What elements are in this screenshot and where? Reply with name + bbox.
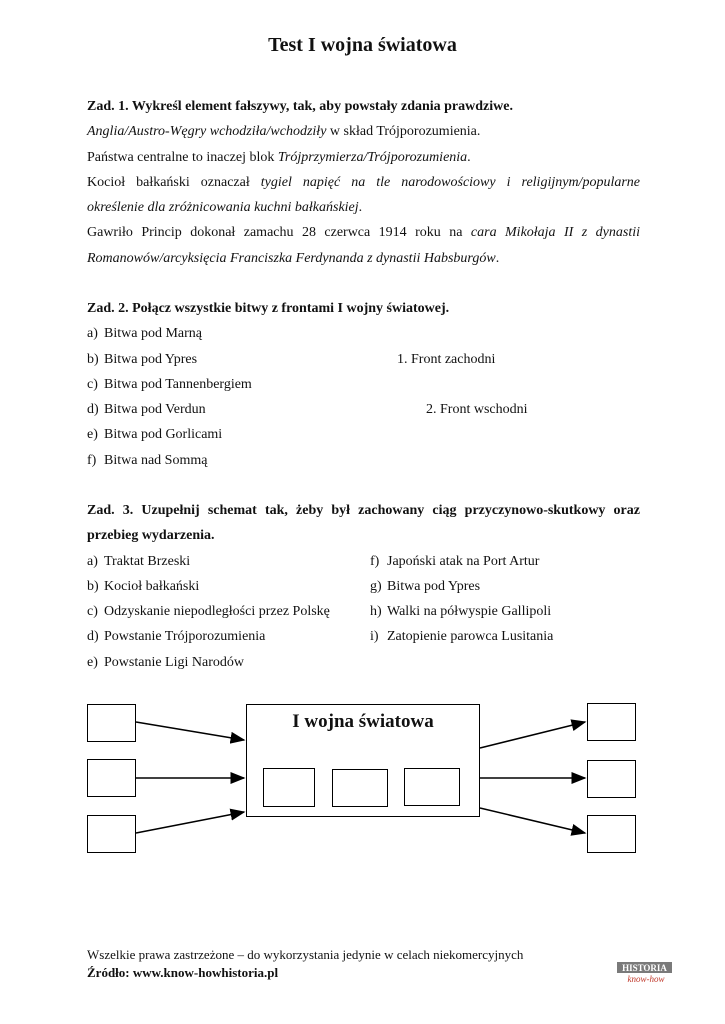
list-item xyxy=(87,372,640,397)
list-item xyxy=(87,624,640,649)
battle-name: Bitwa pod Marną xyxy=(104,326,202,342)
task-1-sentence-2 xyxy=(87,145,640,170)
arrow-in-3 xyxy=(136,812,244,833)
task-1-sentence-4-line-1 xyxy=(87,220,640,245)
task-1-sentence-4-options-a: cara Mikołaja II z dynastii xyxy=(470,225,641,241)
event-box-1[interactable] xyxy=(263,768,315,807)
list-item xyxy=(87,321,640,346)
item-label: c) xyxy=(87,376,98,392)
event-name: Kocioł bałkański xyxy=(104,578,200,594)
arrow-out-1 xyxy=(480,722,585,748)
arrow-out-3 xyxy=(480,808,585,833)
task-2-heading: Zad. 2. Połącz wszystkie bitwy z frontami I wojny światowej. xyxy=(87,301,450,316)
copyright-note: Wszelkie prawa zastrzeżone – do wykorzystania jedynie w celach niekomercyjnych xyxy=(87,947,524,962)
effect-box-2[interactable] xyxy=(587,760,636,798)
event-name: Zatopienie parowca Lusitania xyxy=(387,629,554,645)
item-label: i) xyxy=(370,629,379,645)
event-name: Walki na półwyspie Gallipoli xyxy=(387,604,552,620)
item-label: f) xyxy=(370,553,380,569)
task-1-sentence-2-text: Państwa centralne to inaczej blok xyxy=(87,149,278,165)
item-label: d) xyxy=(87,402,99,418)
task-1-sentence-2-options: Trójprzymierza/Trójporozumienia xyxy=(277,149,468,165)
item-label: a) xyxy=(87,553,98,569)
page-title: Test I wojna światowa xyxy=(268,34,457,56)
task-3-heading-line-1: Zad. 3. Uzupełnij schemat tak, żeby był zachowany ciąg przyczynowo-skutkowy oraz xyxy=(87,503,640,518)
item-label: g) xyxy=(370,578,382,594)
battle-name: Bitwa pod Gorlicami xyxy=(104,427,223,443)
task-1-heading: Zad. 1. Wykreśl element fałszywy, tak, aby powstały zdania prawdziwe. xyxy=(87,99,513,114)
event-name: Odzyskanie niepodległości przez Polskę xyxy=(104,604,330,620)
list-item xyxy=(87,574,640,599)
task-2 xyxy=(87,296,640,473)
cause-box-1[interactable] xyxy=(87,704,136,742)
event-name: Powstanie Trójporozumienia xyxy=(104,629,266,645)
task-1-sentence-1-text: w skład Trójporozumienia. xyxy=(326,124,481,140)
logo-text-bottom: know-how xyxy=(627,974,665,984)
event-name: Traktat Brzeski xyxy=(104,553,191,569)
task-1-sentence-1 xyxy=(87,119,640,144)
list-item xyxy=(87,549,640,574)
effect-box-3[interactable] xyxy=(587,815,636,853)
task-1-sentence-3-text: Kocioł bałkański oznaczał xyxy=(87,174,261,190)
cause-box-2[interactable] xyxy=(87,759,136,797)
event-name: Powstanie Ligi Narodów xyxy=(104,654,244,670)
item-label: e) xyxy=(87,427,98,443)
task-1-sentence-1-options: Anglia/Austro-Węgry wchodziła/wchodziły xyxy=(87,124,327,140)
item-label: a) xyxy=(87,326,98,342)
event-name: Bitwa pod Ypres xyxy=(387,578,481,594)
item-label: e) xyxy=(87,654,98,670)
task-1-sentence-4-line-2 xyxy=(87,246,640,271)
task-1-sentence-3-options-a: tygiel napięć na tle narodowościowy i religijnym/popularne xyxy=(260,174,640,190)
list-item xyxy=(87,397,640,422)
logo-text-top: HISTORIA xyxy=(622,963,667,973)
task-3 xyxy=(87,498,640,675)
war-box xyxy=(246,704,480,817)
effect-box-1[interactable] xyxy=(587,703,636,741)
list-item xyxy=(87,650,640,675)
item-label: c) xyxy=(87,604,98,620)
task-3-heading-line-2: przebieg wydarzenia. xyxy=(87,528,215,544)
task-1 xyxy=(87,94,640,271)
event-name: Japoński atak na Port Artur xyxy=(387,553,540,569)
list-item xyxy=(87,599,640,624)
list-item xyxy=(87,448,640,473)
task-1-sentence-3-line-2 xyxy=(87,195,640,220)
event-box-3[interactable] xyxy=(404,768,460,806)
item-label: f) xyxy=(87,452,97,468)
front-2: 2. Front wschodni xyxy=(426,402,528,418)
battle-name: Bitwa pod Ypres xyxy=(104,351,198,367)
battle-name: Bitwa pod Verdun xyxy=(104,402,206,418)
task-1-sentence-3-options-b: określenie dla zróżnicowania kuchni bałkańskiej xyxy=(87,200,359,216)
list-item xyxy=(87,347,640,372)
task-1-sentence-4-end: . xyxy=(495,250,500,266)
item-label: h) xyxy=(370,604,382,620)
historia-logo xyxy=(617,962,672,984)
cause-box-3[interactable] xyxy=(87,815,136,853)
list-item xyxy=(87,422,640,447)
task-1-sentence-3-end: . xyxy=(358,200,363,216)
item-label: d) xyxy=(87,629,99,645)
task-1-sentence-2-end: . xyxy=(467,149,471,165)
war-box-title: I wojna światowa xyxy=(292,711,434,732)
task-1-sentence-4-text: Gawriło Princip dokonał zamachu 28 czerwca 1914 roku na xyxy=(87,225,471,241)
arrow-in-1 xyxy=(136,722,244,740)
task-1-sentence-4-options-b: Romanowów/arcyksięcia Franciszka Ferdynanda z dynastii Habsburgów xyxy=(87,250,496,266)
battle-name: Bitwa nad Sommą xyxy=(104,452,208,468)
item-label: b) xyxy=(87,578,99,594)
item-label: b) xyxy=(87,351,99,367)
footer xyxy=(87,946,523,982)
event-box-2[interactable] xyxy=(332,769,388,807)
battle-name: Bitwa pod Tannenbergiem xyxy=(104,376,252,392)
front-1: 1. Front zachodni xyxy=(397,351,496,367)
task-1-sentence-3-line-1 xyxy=(87,170,640,195)
source-link[interactable]: Źródło: www.know-howhistoria.pl xyxy=(87,965,279,980)
